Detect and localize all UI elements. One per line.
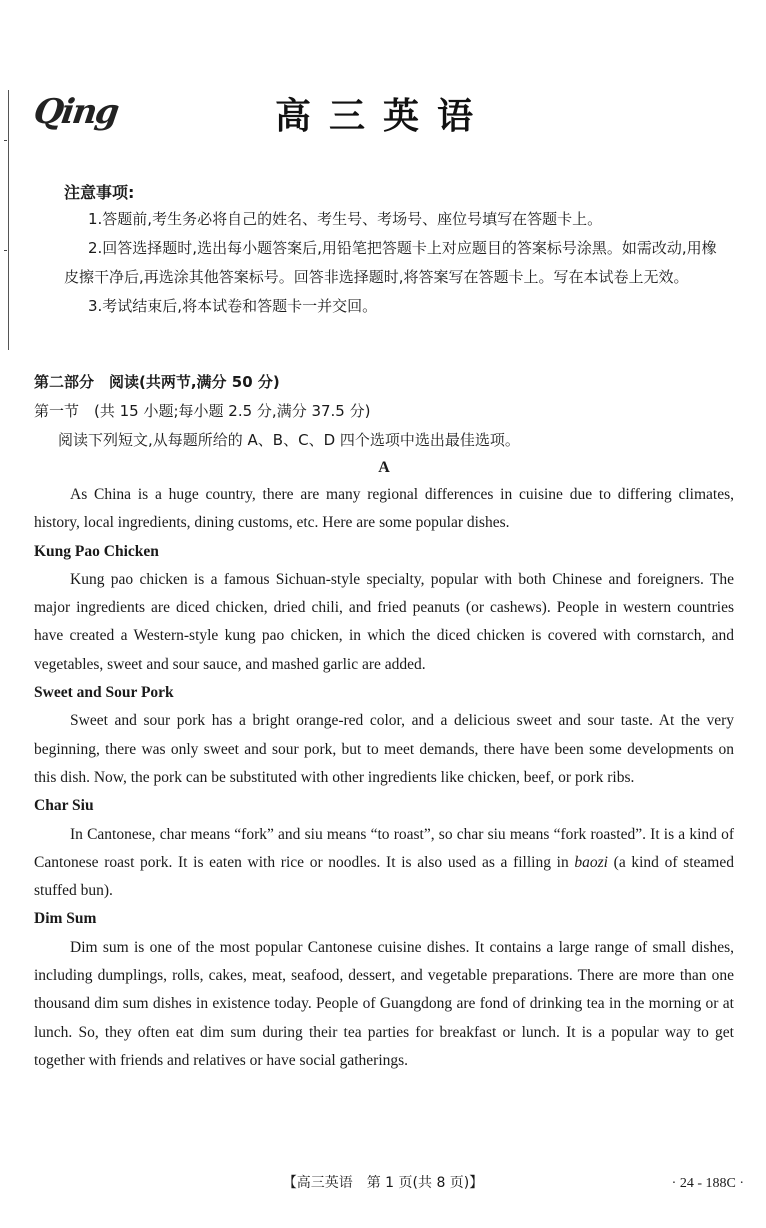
logo: Qing xyxy=(31,92,120,132)
section-title: 第一节 (共 15 小题;每小题 2.5 分,满分 37.5 分) xyxy=(34,402,371,420)
reading-section xyxy=(34,368,734,1075)
margin-tick xyxy=(4,140,7,141)
notice-item-1: 1.答题前,考生务必将自己的姓名、考生号、考场号、座位号填写在答题卡上。 xyxy=(88,210,603,228)
notice-item-2: 2.回答选择题时,选出每小题答案后,用铅笔把答题卡上对应题目的答案标号涂黑。如需改动,用橡皮擦干净后,再选涂其他答案标号。回答非选择题时,将答案写在答题卡上。写在本试卷上无效。 xyxy=(64,239,717,286)
instruction: 阅读下列短文,从每题所给的 A、B、C、D 四个选项中选出最佳选项。 xyxy=(58,431,520,449)
heading-dim-sum: Dim Sum xyxy=(34,910,97,928)
heading-sweet-sour: Sweet and Sour Pork xyxy=(34,684,174,702)
page-title: 高三英语 xyxy=(274,96,491,137)
body-kung-pao: Kung pao chicken is a famous Sichuan-style specialty, popular with both Chinese and foreigners. The major ingredients are diced chicken, dried chili, and fried peanuts (or cashews). People in western countries have created a Western-style kung pao chicken, in which the diced chicken is covered with cornstarch, and vegetables, sweet and sour sauce, and mashed garlic are added. xyxy=(34,570,734,673)
char-siu-text-2: (a kind of steamed stuffed bun). xyxy=(34,853,734,900)
part-title: 第二部分 阅读(共两节,满分 50 分) xyxy=(34,373,280,391)
notice-list xyxy=(64,205,724,321)
body-dim-sum: Dim sum is one of the most popular Cantonese cuisine dishes. It contains a large range of small dishes, including dumplings, rolls, cakes, meat, seafood, dessert, and vegetable preparations. There are more than one thousand dim sum dishes in existence today. People of Guangdong are fond of drinking tea in the morning or at lunch. So, they often eat dim sum during their tea parties for breakfast or lunch. It is a popular way to get together with friends and relatives or have social gatherings. xyxy=(34,938,734,1069)
margin-tick xyxy=(4,250,7,251)
passage-letter: A xyxy=(378,459,390,476)
heading-kung-pao: Kung Pao Chicken xyxy=(34,542,159,560)
passage-intro: As China is a huge country, there are many regional differences in cuisine due to differing climates, history, local ingredients, dining customs, etc. Here are some popular dishes. xyxy=(34,486,734,532)
body-sweet-sour: Sweet and sour pork has a bright orange-red color, and a delicious sweet and sour taste. At the very beginning, there was only sweet and sour pork, but to meet demands, there have been some developments on this dish. Now, the pork can be substituted with other ingredients like chicken, beef, or pork ribs. xyxy=(34,712,734,786)
char-siu-text-1: In Cantonese, char means “fork” and siu means “to roast”, so char siu means “fork roasted”. It is a kind of Cantonese roast pork. It is eaten with rice or noodles. It is also used as a filling in xyxy=(34,825,734,871)
footer-page-label: 【高三英语 第 1 页(共 8 页)】 xyxy=(282,1175,484,1191)
notice-heading: 注意事项: xyxy=(64,183,135,202)
char-siu-term: baozi xyxy=(574,853,608,871)
heading-char-siu: Char Siu xyxy=(34,797,94,815)
body-char-siu xyxy=(34,821,734,906)
footer-code: · 24 - 188C · xyxy=(671,1176,744,1191)
notice-item-3: 3.考试结束后,将本试卷和答题卡一并交回。 xyxy=(88,297,378,315)
